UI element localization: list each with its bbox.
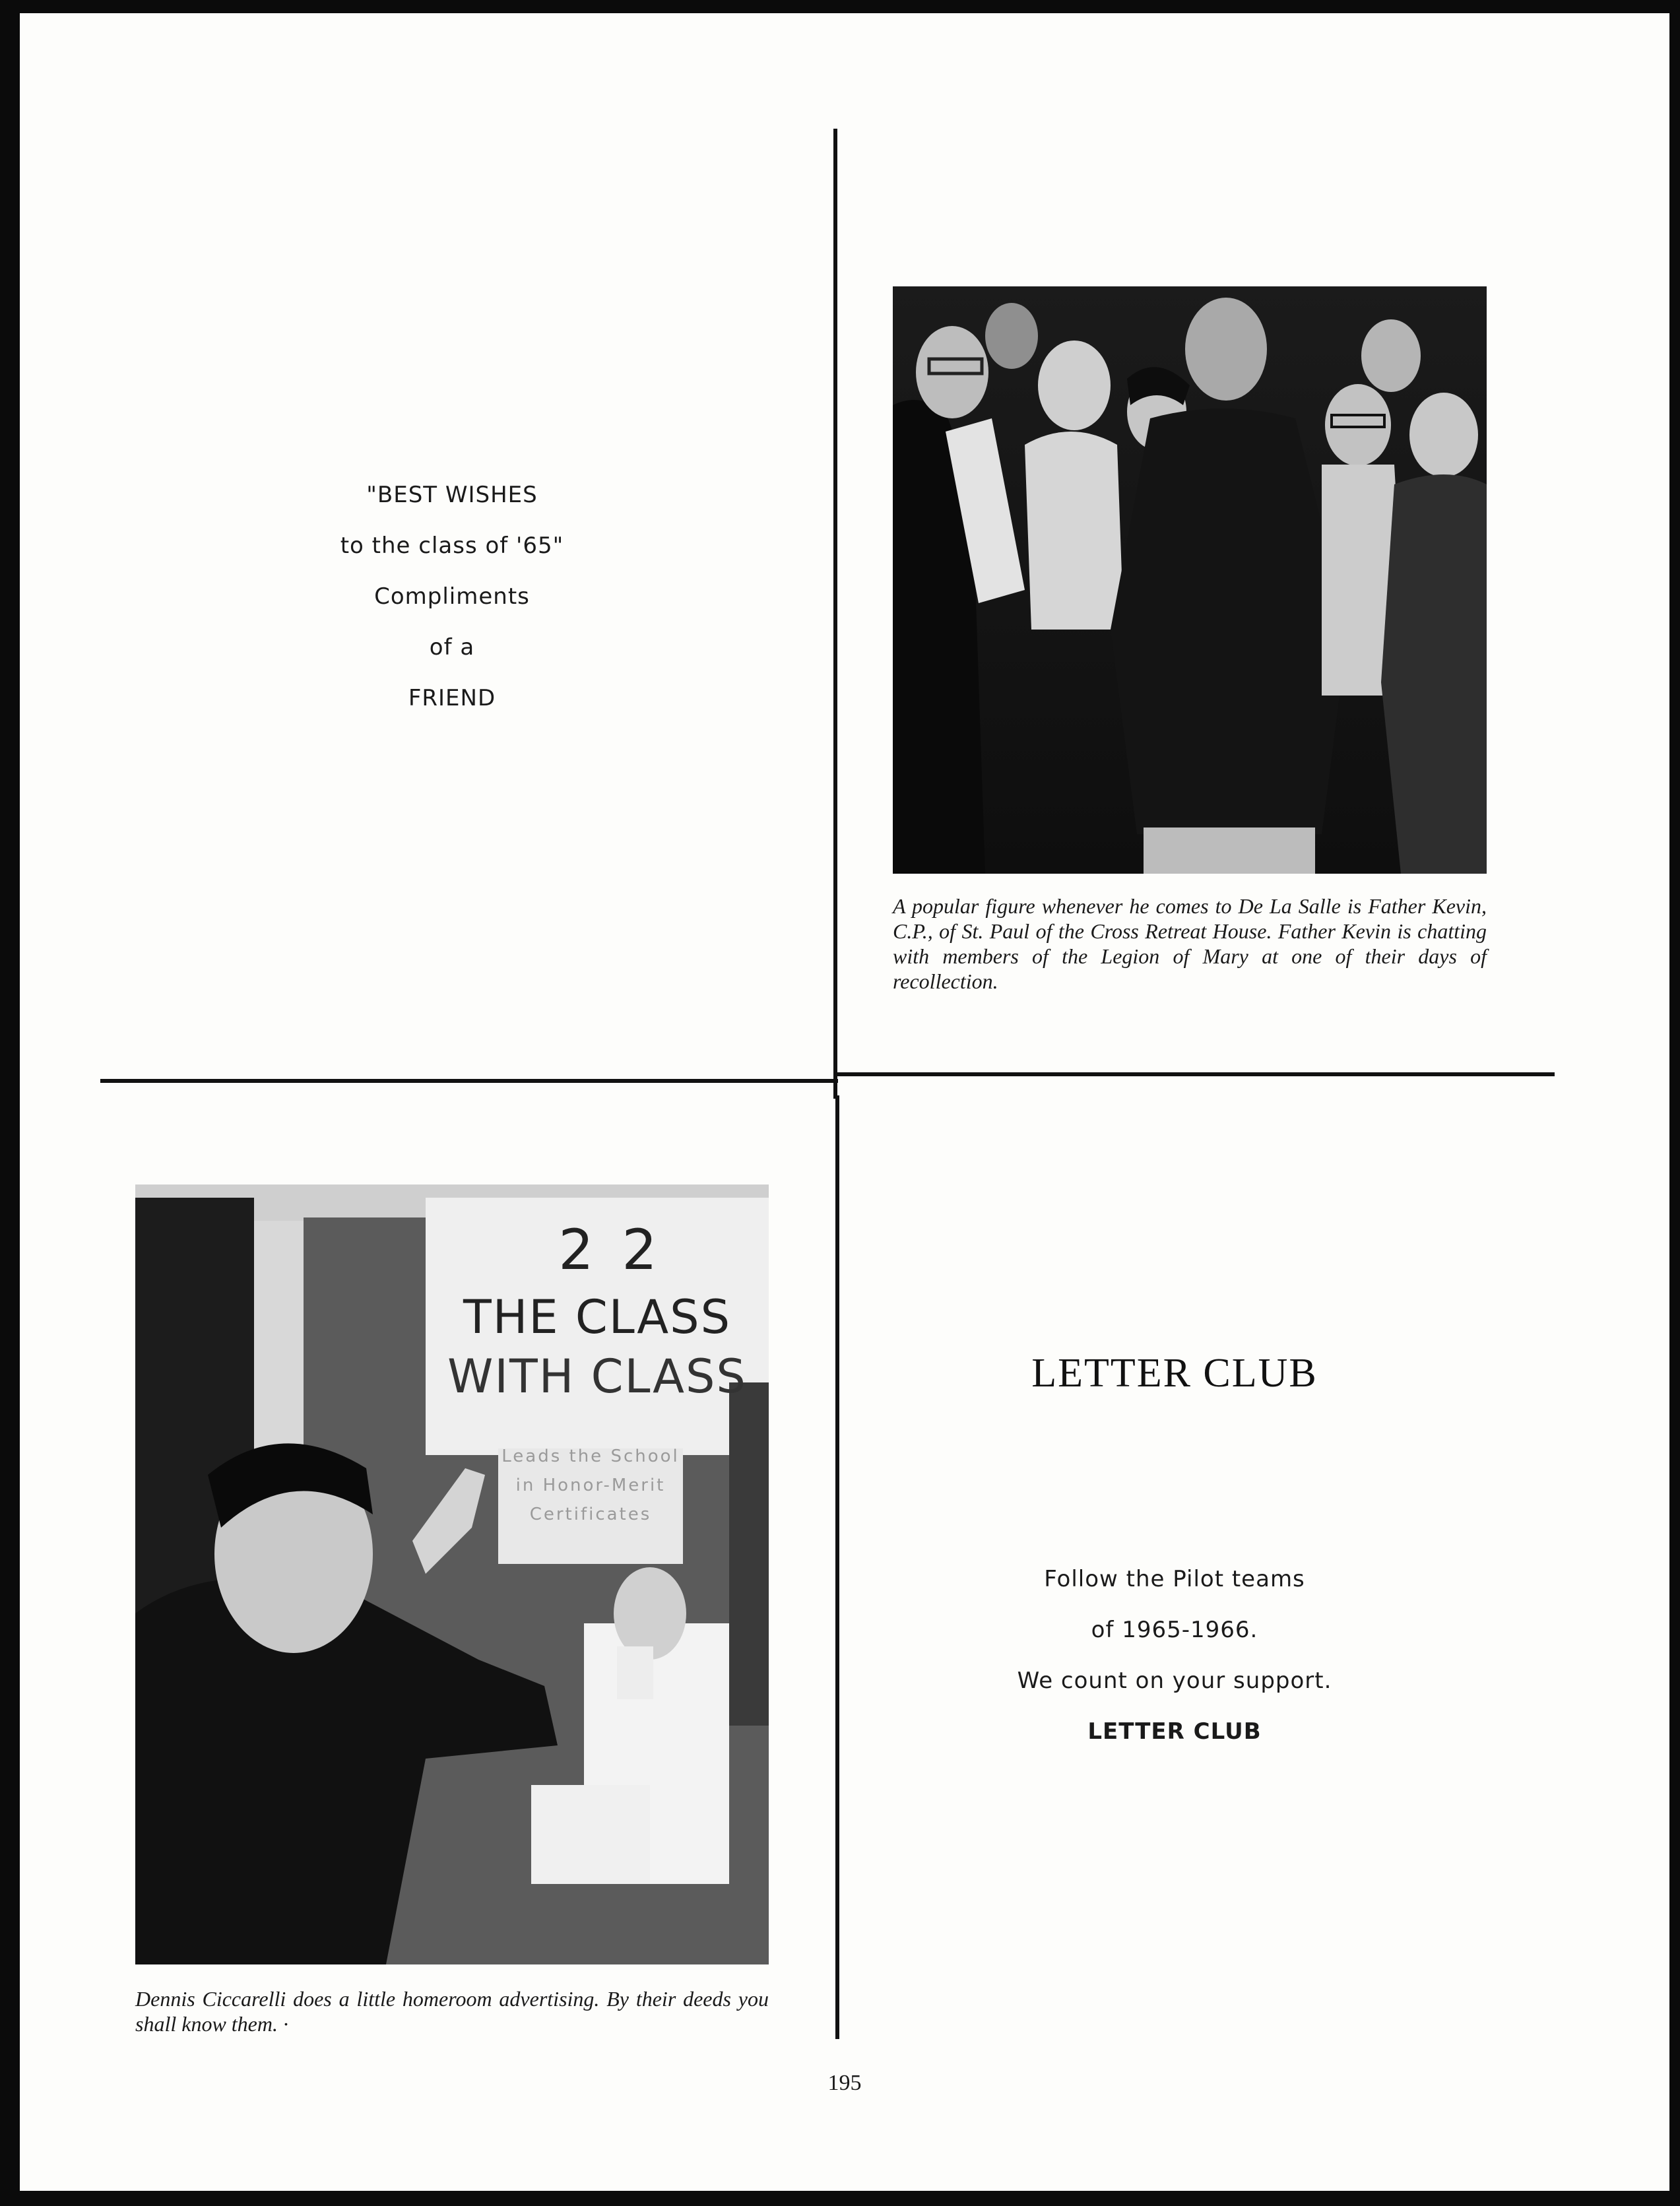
letter-club-line-2: of 1965-1966. — [1091, 1617, 1258, 1643]
friend-ad-line-2: to the class of '65" — [340, 533, 564, 559]
letter-club-line-4: LETTER CLUB — [1087, 1718, 1262, 1745]
horizontal-divider-right — [835, 1072, 1555, 1076]
sign-line-with-class: WITH CLASS — [447, 1349, 747, 1404]
letter-club-line-3: We count on your support. — [1017, 1668, 1332, 1694]
group-photo-image — [893, 286, 1487, 874]
homeroom-caption: Dennis Ciccarelli does a little homeroom advertising. By their deeds you shall know them. · — [135, 1987, 769, 2036]
horizontal-divider-left — [100, 1079, 838, 1083]
homeroom-photo — [135, 1184, 769, 1964]
sign-line-class: THE CLASS — [463, 1290, 732, 1344]
letter-club-line-1: Follow the Pilot teams — [1044, 1566, 1305, 1592]
friend-ad — [155, 470, 749, 724]
sign-number: 2 2 — [558, 1217, 662, 1282]
letter-club-heading: LETTER CLUB — [1031, 1351, 1318, 1396]
vertical-divider-bottom — [835, 1095, 839, 2039]
legion-of-mary-caption: A popular figure whenever he comes to De La Salle is Father Kevin, C.P., of St. Paul of the Cross Retreat House. Father Kevin is chatting with members of the Legion of Mary at one of their days of recollection. — [893, 894, 1487, 993]
sign-small-text: Leads the School in Honor-Merit Certificates — [501, 1446, 680, 1524]
yearbook-page — [20, 13, 1669, 2191]
friend-ad-line-4: of a — [429, 634, 475, 661]
page-number: 195 — [827, 2071, 862, 2095]
legion-of-mary-photo — [893, 286, 1487, 874]
vertical-divider-top — [833, 129, 837, 1099]
letter-club-ad — [878, 1554, 1471, 1757]
friend-ad-line-1: "BEST WISHES — [366, 482, 538, 508]
friend-ad-line-3: Compliments — [374, 583, 530, 610]
friend-ad-line-5: FRIEND — [408, 685, 496, 711]
